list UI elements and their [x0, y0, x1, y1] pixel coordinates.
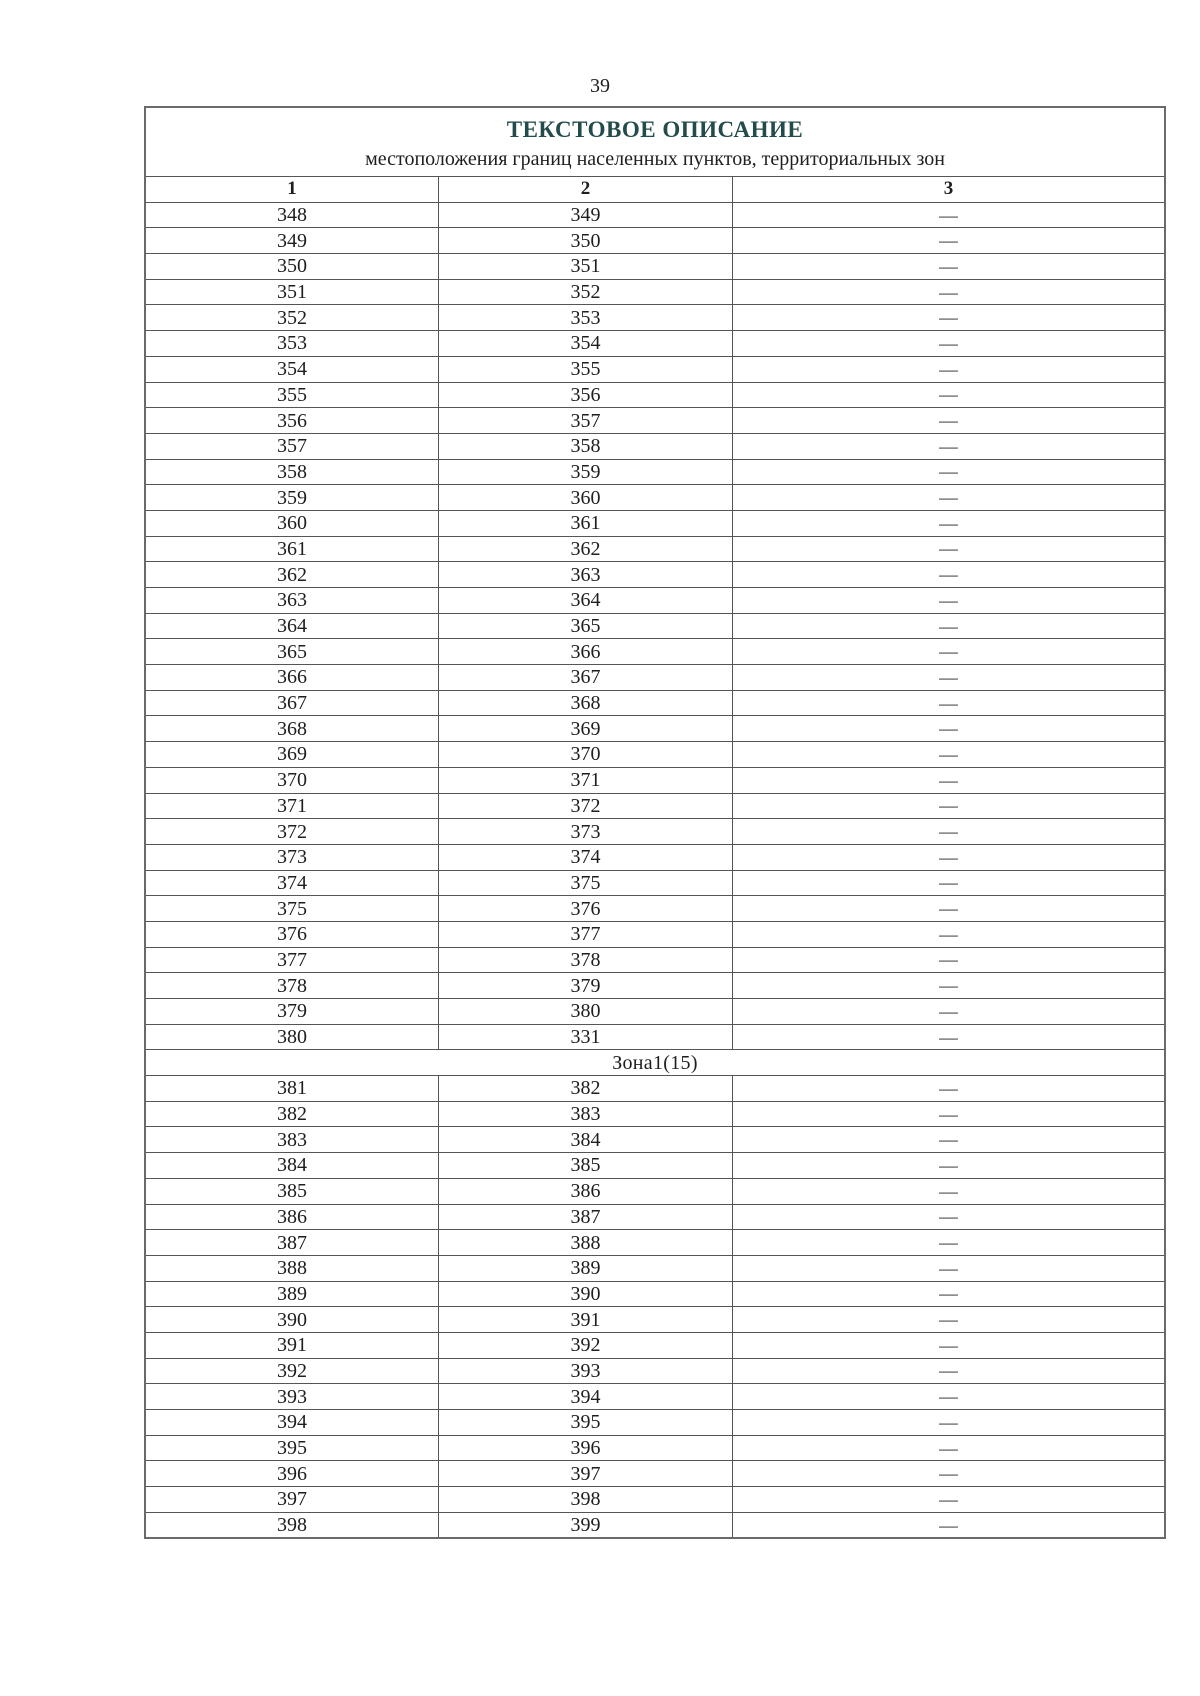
note-cell [733, 973, 1165, 999]
point-to-cell: 384 [439, 1127, 733, 1153]
point-from-cell: 396 [146, 1461, 439, 1487]
dash-mark: — [939, 513, 958, 533]
point-to-cell: 365 [439, 613, 733, 639]
table-row [146, 356, 1164, 382]
note-cell [733, 1410, 1165, 1436]
point-to-cell: 368 [439, 690, 733, 716]
point-from-cell: 382 [146, 1101, 439, 1127]
note-cell [733, 716, 1165, 742]
point-from-cell: 373 [146, 844, 439, 870]
point-to-cell: 367 [439, 665, 733, 691]
dash-mark: — [939, 205, 958, 225]
note-cell [733, 999, 1165, 1025]
table-row [146, 1024, 1164, 1050]
dash-mark: — [939, 1258, 958, 1278]
point-to-cell: 399 [439, 1512, 733, 1537]
note-cell [733, 1127, 1165, 1153]
dash-mark: — [939, 411, 958, 431]
point-from-cell: 368 [146, 716, 439, 742]
point-from-cell: 367 [146, 690, 439, 716]
note-cell [733, 254, 1165, 280]
dash-mark: — [939, 1464, 958, 1484]
note-cell [733, 331, 1165, 357]
point-from-cell: 390 [146, 1307, 439, 1333]
note-cell [733, 921, 1165, 947]
point-from-cell: 376 [146, 921, 439, 947]
column-header-1: 1 [146, 177, 439, 202]
table-row [146, 819, 1164, 845]
table-row [146, 254, 1164, 280]
point-to-cell: 369 [439, 716, 733, 742]
point-to-cell: 361 [439, 510, 733, 536]
point-from-cell: 353 [146, 331, 439, 357]
note-cell [733, 742, 1165, 768]
point-from-cell: 392 [146, 1358, 439, 1384]
point-from-cell: 369 [146, 742, 439, 768]
table-row [146, 1358, 1164, 1384]
note-cell [733, 1358, 1165, 1384]
note-cell [733, 1487, 1165, 1513]
dash-mark: — [939, 462, 958, 482]
point-to-cell: 352 [439, 279, 733, 305]
note-cell [733, 665, 1165, 691]
point-to-cell: 389 [439, 1255, 733, 1281]
table-row [146, 1435, 1164, 1461]
dash-mark: — [939, 1335, 958, 1355]
point-to-cell: 366 [439, 639, 733, 665]
note-cell [733, 613, 1165, 639]
point-to-cell: 390 [439, 1281, 733, 1307]
point-to-cell: 353 [439, 305, 733, 331]
boundary-description-sheet [144, 106, 1166, 1539]
note-cell [733, 1204, 1165, 1230]
point-to-cell: 376 [439, 896, 733, 922]
dash-mark: — [939, 1284, 958, 1304]
dash-mark: — [939, 924, 958, 944]
table-row [146, 485, 1164, 511]
dash-mark: — [939, 385, 958, 405]
point-from-cell: 366 [146, 665, 439, 691]
point-from-cell: 351 [146, 279, 439, 305]
note-cell [733, 433, 1165, 459]
title-block [146, 108, 1164, 177]
point-to-cell: 351 [439, 254, 733, 280]
table-row [146, 793, 1164, 819]
point-from-cell: 378 [146, 973, 439, 999]
table-row [146, 536, 1164, 562]
point-to-cell: 364 [439, 588, 733, 614]
note-cell [733, 1153, 1165, 1179]
point-to-cell: 388 [439, 1230, 733, 1256]
table-row [146, 1307, 1164, 1333]
point-to-cell: 355 [439, 356, 733, 382]
document-title: ТЕКСТОВОЕ ОПИСАНИЕ [506, 117, 804, 142]
note-cell [733, 1024, 1165, 1050]
table-row [146, 279, 1164, 305]
point-to-cell: 382 [439, 1076, 733, 1102]
note-cell [733, 870, 1165, 896]
table-row [146, 305, 1164, 331]
point-to-cell: 375 [439, 870, 733, 896]
point-to-cell: 387 [439, 1204, 733, 1230]
table-row [146, 1127, 1164, 1153]
note-cell [733, 305, 1165, 331]
table-row [146, 844, 1164, 870]
note-cell [733, 1307, 1165, 1333]
point-to-cell: 358 [439, 433, 733, 459]
note-cell [733, 1332, 1165, 1358]
note-cell [733, 844, 1165, 870]
point-to-cell: 331 [439, 1024, 733, 1050]
table-row [146, 459, 1164, 485]
dash-mark: — [939, 899, 958, 919]
point-from-cell: 387 [146, 1230, 439, 1256]
table-row [146, 947, 1164, 973]
point-to-cell: 371 [439, 767, 733, 793]
note-cell [733, 819, 1165, 845]
dash-mark: — [939, 693, 958, 713]
note-cell [733, 793, 1165, 819]
point-to-cell: 370 [439, 742, 733, 768]
point-to-cell: 350 [439, 228, 733, 254]
dash-mark: — [939, 488, 958, 508]
point-to-cell: 372 [439, 793, 733, 819]
dash-mark: — [939, 1361, 958, 1381]
note-cell [733, 1076, 1165, 1102]
point-from-cell: 364 [146, 613, 439, 639]
table-row [146, 613, 1164, 639]
point-from-cell: 385 [146, 1178, 439, 1204]
dash-mark: — [939, 1233, 958, 1253]
point-from-cell: 365 [146, 639, 439, 665]
note-cell [733, 1281, 1165, 1307]
point-to-cell: 349 [439, 202, 733, 228]
table-row [146, 382, 1164, 408]
dash-mark: — [939, 719, 958, 739]
point-from-cell: 379 [146, 999, 439, 1025]
table-row [146, 1076, 1164, 1102]
dash-mark: — [939, 976, 958, 996]
column-header-3: 3 [733, 177, 1165, 202]
note-cell [733, 1178, 1165, 1204]
dash-mark: — [939, 539, 958, 559]
note-cell [733, 896, 1165, 922]
table-row [146, 202, 1164, 228]
note-cell [733, 202, 1165, 228]
dash-mark: — [939, 333, 958, 353]
point-from-cell: 371 [146, 793, 439, 819]
note-cell [733, 228, 1165, 254]
table-row [146, 1332, 1164, 1358]
point-from-cell: 359 [146, 485, 439, 511]
point-from-cell: 362 [146, 562, 439, 588]
point-to-cell: 391 [439, 1307, 733, 1333]
point-to-cell: 374 [439, 844, 733, 870]
table-row [146, 510, 1164, 536]
dash-mark: — [939, 308, 958, 328]
table-row [146, 665, 1164, 691]
point-from-cell: 348 [146, 202, 439, 228]
table-row [146, 433, 1164, 459]
point-from-cell: 370 [146, 767, 439, 793]
note-cell [733, 536, 1165, 562]
point-from-cell: 349 [146, 228, 439, 254]
point-from-cell: 384 [146, 1153, 439, 1179]
note-cell [733, 459, 1165, 485]
dash-mark: — [939, 1387, 958, 1407]
point-from-cell: 363 [146, 588, 439, 614]
dash-mark: — [939, 1155, 958, 1175]
note-cell [733, 562, 1165, 588]
table-row [146, 1512, 1164, 1537]
point-to-cell: 363 [439, 562, 733, 588]
point-to-cell: 398 [439, 1487, 733, 1513]
point-to-cell: 392 [439, 1332, 733, 1358]
dash-mark: — [939, 565, 958, 585]
dash-mark: — [939, 231, 958, 251]
dash-mark: — [939, 1181, 958, 1201]
dash-mark: — [939, 1412, 958, 1432]
note-cell [733, 1101, 1165, 1127]
dash-mark: — [939, 1130, 958, 1150]
point-to-cell: 393 [439, 1358, 733, 1384]
note-cell [733, 1384, 1165, 1410]
point-to-cell: 373 [439, 819, 733, 845]
point-from-cell: 386 [146, 1204, 439, 1230]
zone-header-row [146, 1050, 1164, 1076]
note-cell [733, 1512, 1165, 1537]
dash-mark: — [939, 359, 958, 379]
table-row [146, 1230, 1164, 1256]
point-to-cell: 356 [439, 382, 733, 408]
point-from-cell: 377 [146, 947, 439, 973]
note-cell [733, 1255, 1165, 1281]
dash-mark: — [939, 1104, 958, 1124]
table-row [146, 767, 1164, 793]
column-header-row [146, 177, 1164, 202]
point-to-cell: 386 [439, 1178, 733, 1204]
point-to-cell: 378 [439, 947, 733, 973]
point-from-cell: 380 [146, 1024, 439, 1050]
table-row [146, 562, 1164, 588]
dash-mark: — [939, 1515, 958, 1535]
note-cell [733, 639, 1165, 665]
table-row [146, 331, 1164, 357]
table-row [146, 921, 1164, 947]
point-from-cell: 358 [146, 459, 439, 485]
point-from-cell: 398 [146, 1512, 439, 1537]
table-row [146, 1410, 1164, 1436]
dash-mark: — [939, 1001, 958, 1021]
table-row [146, 1178, 1164, 1204]
table-row [146, 999, 1164, 1025]
table-row [146, 1384, 1164, 1410]
dash-mark: — [939, 256, 958, 276]
dash-mark: — [939, 1438, 958, 1458]
point-to-cell: 362 [439, 536, 733, 562]
table-row [146, 1281, 1164, 1307]
point-from-cell: 372 [146, 819, 439, 845]
note-cell [733, 1461, 1165, 1487]
point-from-cell: 357 [146, 433, 439, 459]
point-from-cell: 388 [146, 1255, 439, 1281]
dash-mark: — [939, 1207, 958, 1227]
point-from-cell: 391 [146, 1332, 439, 1358]
note-cell [733, 767, 1165, 793]
zone-label: Зона1(15) [146, 1050, 1164, 1076]
dash-mark: — [939, 282, 958, 302]
table-row [146, 1101, 1164, 1127]
dash-mark: — [939, 744, 958, 764]
point-to-cell: 377 [439, 921, 733, 947]
note-cell [733, 690, 1165, 716]
dash-mark: — [939, 642, 958, 662]
point-from-cell: 350 [146, 254, 439, 280]
dash-mark: — [939, 1310, 958, 1330]
point-from-cell: 381 [146, 1076, 439, 1102]
dash-mark: — [939, 1489, 958, 1509]
point-to-cell: 397 [439, 1461, 733, 1487]
note-cell [733, 485, 1165, 511]
dash-mark: — [939, 590, 958, 610]
point-to-cell: 394 [439, 1384, 733, 1410]
note-cell [733, 279, 1165, 305]
point-from-cell: 397 [146, 1487, 439, 1513]
table-row [146, 588, 1164, 614]
dash-mark: — [939, 822, 958, 842]
note-cell [733, 1435, 1165, 1461]
table-row [146, 690, 1164, 716]
point-from-cell: 354 [146, 356, 439, 382]
note-cell [733, 356, 1165, 382]
point-from-cell: 383 [146, 1127, 439, 1153]
point-to-cell: 385 [439, 1153, 733, 1179]
point-from-cell: 393 [146, 1384, 439, 1410]
dash-mark: — [939, 667, 958, 687]
table-row [146, 228, 1164, 254]
point-from-cell: 356 [146, 408, 439, 434]
point-from-cell: 360 [146, 510, 439, 536]
point-from-cell: 394 [146, 1410, 439, 1436]
point-from-cell: 352 [146, 305, 439, 331]
dash-mark: — [939, 616, 958, 636]
table-row [146, 1255, 1164, 1281]
point-from-cell: 395 [146, 1435, 439, 1461]
point-to-cell: 359 [439, 459, 733, 485]
point-to-cell: 383 [439, 1101, 733, 1127]
dash-mark: — [939, 950, 958, 970]
note-cell [733, 1230, 1165, 1256]
table-row [146, 896, 1164, 922]
note-cell [733, 382, 1165, 408]
point-to-cell: 354 [439, 331, 733, 357]
point-to-cell: 380 [439, 999, 733, 1025]
point-from-cell: 374 [146, 870, 439, 896]
page-number: 39 [590, 75, 610, 97]
point-to-cell: 360 [439, 485, 733, 511]
dash-mark: — [939, 873, 958, 893]
document-subtitle: местоположения границ населенных пунктов, территориальных зон [365, 148, 945, 170]
note-cell [733, 947, 1165, 973]
table-row [146, 1461, 1164, 1487]
point-from-cell: 361 [146, 536, 439, 562]
table-row [146, 1204, 1164, 1230]
boundary-table [146, 177, 1164, 1537]
table-row [146, 742, 1164, 768]
note-cell [733, 408, 1165, 434]
dash-mark: — [939, 436, 958, 456]
table-row [146, 639, 1164, 665]
point-to-cell: 395 [439, 1410, 733, 1436]
table-row [146, 973, 1164, 999]
dash-mark: — [939, 1027, 958, 1047]
note-cell [733, 588, 1165, 614]
dash-mark: — [939, 847, 958, 867]
point-from-cell: 375 [146, 896, 439, 922]
table-row [146, 716, 1164, 742]
point-from-cell: 389 [146, 1281, 439, 1307]
column-header-2: 2 [439, 177, 733, 202]
table-row [146, 1153, 1164, 1179]
dash-mark: — [939, 770, 958, 790]
table-row [146, 1487, 1164, 1513]
dash-mark: — [939, 1078, 958, 1098]
dash-mark: — [939, 796, 958, 816]
point-to-cell: 357 [439, 408, 733, 434]
table-row [146, 408, 1164, 434]
note-cell [733, 510, 1165, 536]
point-from-cell: 355 [146, 382, 439, 408]
table-row [146, 870, 1164, 896]
point-to-cell: 396 [439, 1435, 733, 1461]
point-to-cell: 379 [439, 973, 733, 999]
